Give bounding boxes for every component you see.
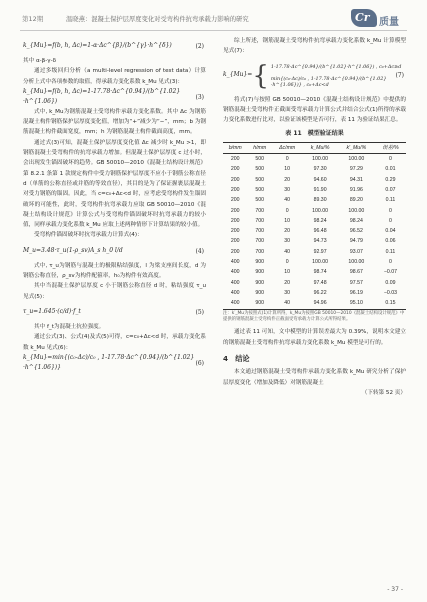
logo-brand: 质量 (379, 17, 399, 28)
equation-4-number: (4) (195, 247, 204, 255)
table-cell: 20 (284, 176, 291, 183)
table-cell: 0 (389, 207, 392, 214)
table-cell: −0.03 (383, 289, 398, 296)
table-row (223, 298, 406, 309)
equation-6 (23, 353, 206, 373)
table-row (223, 236, 406, 246)
table-cell: 40 (284, 197, 291, 204)
paragraph: 式中, τ_u为钢筋与混凝土的极限粘结强度，l 为梁支座间长度，d 为钢筋公称直径，ρ_sv为构件配箍率，h₀为构件有效高度。 (23, 262, 206, 280)
equation-5-number: (5) (195, 308, 204, 316)
continued-note: （下转第 52 页） (361, 389, 406, 396)
table-cell: 0 (285, 156, 289, 163)
table-cell: 94.96 (302, 298, 337, 309)
page-number: - 37 - (387, 586, 403, 593)
running-title: 温晓燕：混凝土保护层厚度变化对受弯构件抗弯承载力影响的研究 (66, 16, 249, 23)
table-header-cell: Δc/mm (272, 142, 303, 153)
table-cell: 0 (285, 207, 289, 214)
table-row (223, 185, 406, 195)
paragraph: 通过表 11 可知，文中模型的计算误差最大为 0.39%，说明本文建立的钢筋混凝土受弯构件抗弯承载力变化系数 k_Mu 模型是可行的。 (223, 329, 406, 346)
table-cell: 30 (284, 186, 291, 193)
logo-mark: Cr (355, 11, 370, 24)
table-cell: 400 (230, 289, 240, 296)
table-row (223, 216, 406, 226)
table-cell: 200 (230, 197, 240, 204)
table-cell: 96.52 (349, 228, 363, 235)
left-brace-icon: { (252, 60, 269, 91)
table-cell: 100.00 (312, 156, 329, 163)
table-cell: 900 (255, 289, 264, 296)
table-note: 注：k′_Mu为按照式(1)计算所得，k_Mu为按照GB 50010—2010《混凝土结构设计规范》中提供的钢筋混凝土受弯构件正截面受弯承载力计算公式所得结果。 (223, 310, 405, 322)
equation-2-body: k_{Mu}=f(b, h, Δc)=1-α·Δc^{β}/(b^{γ}·h^{δ}) (23, 41, 172, 49)
validation-table (223, 142, 406, 310)
table-cell: 400 (230, 279, 240, 286)
table-row (223, 288, 406, 298)
table-row (223, 247, 406, 257)
paragraph: 通过多级回归分析（a multi-level regression of test data）计算分析上式中各项参数的取值，得承载力变化系数 k_Mu 见式(3)： (23, 68, 206, 85)
table-row (223, 206, 406, 216)
table-cell: −0.07 (383, 269, 398, 276)
table-cell: 97.57 (349, 279, 363, 286)
table-header-cell: 误差/% (375, 142, 406, 153)
table-cell: 97.29 (349, 166, 363, 173)
equation-4 (23, 241, 206, 261)
table-cell: 500 (255, 197, 264, 204)
table-cell: 0.11 (385, 248, 396, 255)
page-header (0, 0, 427, 38)
table-cell: 97.48 (313, 279, 327, 286)
table-header-cell: b/mm (223, 142, 247, 153)
table-row (223, 164, 406, 174)
table-cell: 200 (230, 156, 240, 163)
table-cell: 96.19 (349, 289, 363, 296)
paragraph: 通过公式(3)、公式(4)及式(5)可得，c=c₀+Δc<d 时，承载力变化系数 k_Mu 见式(6)： (23, 334, 206, 351)
table-cell: 0.09 (385, 279, 396, 286)
table-cell: 900 (247, 298, 271, 309)
table-cell: 900 (255, 269, 264, 276)
table-cell: 200 (230, 207, 240, 214)
table-cell: 0 (389, 217, 392, 224)
table-cell: 700 (255, 238, 264, 245)
table-cell: 92.97 (313, 248, 327, 255)
equation-6-number: (6) (195, 359, 204, 367)
table-cell: 200 (230, 176, 240, 183)
table-row (223, 195, 406, 205)
table-cell: 93.07 (349, 248, 363, 255)
table-row (223, 257, 406, 267)
table-cell: 10 (284, 269, 291, 276)
table-row (223, 175, 406, 185)
table-cell: 0 (285, 259, 289, 266)
table-cell: 98.67 (349, 269, 363, 276)
table-cell: 200 (230, 248, 240, 255)
page-number-wrap (0, 586, 427, 593)
equation-3-number: (3) (195, 93, 204, 101)
paragraph: 通过式(3)可知，混凝土保护层厚度变化值 Δc 减少时 k_Mu >1，即钢筋混凝土受弯构件的抗弯承载力增加。但混凝土保护层厚度 c 过小时，会出现发生锚固破坏的趋势。GB 50010—2010《混凝土结构设计规范》第 8.2.1 条第 1 款规定构件中受力钢筋保护层厚度不应小于钢筋公称直径 d（单筋的公称直径或并筋的等效直径），其目的是为了保证握裹层混凝土对受力钢筋的锚固。因此，当 c=c₀+Δc<d 时，应考虑受弯构件发生锚固破坏的可能性，此时，受弯构件抗弯承载力应取 GB 50010—2010《混凝土结构设计规范》计算公式与受弯构件锚固破坏时抗弯承载力的较小值，同样承载力变化系数 k_Mu 应取上述两种情形下计算结果的较小值。 (23, 139, 206, 229)
table-cell: 700 (255, 217, 264, 224)
equation-7-case-2: min{(c₀-Δc)/c₀ , 1-17.78·Δc^{0.94}/(b^{1.02}·h^{1.06})} , c₀+Δc<d (270, 75, 387, 88)
table-cell: 95.10 (338, 298, 375, 309)
table-header-cell: h/mm (247, 142, 271, 153)
equation-5-body: τ_u=1.645·(c/d)·f_t (23, 307, 81, 315)
equation-5 (23, 302, 206, 322)
table-cell: 0.29 (385, 176, 396, 183)
table-cell: 30 (284, 238, 291, 245)
table-cell: 40 (284, 248, 291, 255)
table-cell: 100.00 (312, 207, 329, 214)
table-cell: 500 (255, 156, 264, 163)
paragraph: 受弯构件锚固破坏时抗弯承载力计算式(4)： (34, 232, 143, 239)
table-cell: 100.00 (348, 259, 365, 266)
table-cell: 200 (230, 217, 240, 224)
table-cell: 91.96 (349, 186, 363, 193)
left-column (23, 36, 206, 373)
table-cell: 500 (255, 176, 264, 183)
equation-3-body: k_{Mu}=f(b, h, Δc)=1-17.78·Δc^{0.94}/(b^{1.02}·h^{1.06}) (23, 87, 181, 105)
paragraph: 其中 f_t为混凝土抗拉强度。 (34, 323, 105, 330)
table-cell: 0.06 (385, 238, 396, 245)
table-cell: 94.31 (349, 176, 363, 183)
table-cell: 98.24 (349, 217, 363, 224)
table-cell: 400 (230, 259, 240, 266)
table-cell: 20 (284, 279, 291, 286)
equation-7 (223, 57, 406, 95)
table-cell: 98.74 (313, 269, 327, 276)
table-cell: 400 (223, 298, 247, 309)
table-cell: 700 (255, 207, 264, 214)
issue-label: 第12期 (22, 15, 44, 23)
table-header-cell: k′_Mu/% (338, 142, 375, 153)
table-cell: 10 (284, 217, 291, 224)
table-cell: 900 (255, 279, 264, 286)
table-cell: 200 (230, 166, 240, 173)
table-header-row (223, 142, 406, 153)
paragraph: 综上所述，钢筋混凝土受弯构件抗弯承载力变化系数 k_Mu 计算模型见式(7)： (223, 38, 406, 55)
table-title: 表 11 模型验证结果 (285, 130, 344, 138)
table-row (223, 226, 406, 236)
table-cell: 96.22 (313, 289, 327, 296)
table-cell: 100.00 (348, 156, 365, 163)
paragraph: 本文通过钢筋混凝土受弯构件承载力变化系数 k_Mu 研究分析了保护层厚度变化（增加及降低）对钢筋混凝土 (223, 369, 406, 386)
equation-3 (23, 87, 206, 107)
table-cell: 100.00 (348, 207, 365, 214)
table-cell: 0 (389, 259, 392, 266)
equation-7-lhs: k_{Mu}= (223, 71, 253, 79)
equation-2 (23, 36, 206, 56)
table-cell: 98.24 (313, 217, 327, 224)
equation-2-number: (2) (195, 43, 204, 50)
table-cell: 40 (272, 298, 303, 309)
paragraph: 式中, k_Mu为钢筋混凝土受弯构件承载力变化系数。其中 Δc 为钢筋混凝土构件钢筋保护层厚度变化值，增加为“+”减少为“−”，mm；b 为钢筋混凝土构件截面宽度，mm；h 为钢筋混凝土构件截面高度，mm。 (23, 108, 206, 136)
table-cell: 700 (255, 248, 264, 255)
table-cell: 94.79 (349, 238, 363, 245)
table-cell: 94.60 (313, 176, 327, 183)
table-cell: 10 (284, 166, 291, 173)
table-cell: 94.73 (313, 238, 327, 245)
table-cell: 0.15 (375, 298, 406, 309)
table-cell: 200 (230, 238, 240, 245)
table-cell: 500 (255, 166, 264, 173)
table-cell: 0.07 (385, 186, 396, 193)
right-column (223, 36, 406, 398)
table-cell: 0.04 (385, 228, 396, 235)
table-cell: 100.00 (312, 259, 329, 266)
table-cell: 96.48 (313, 228, 327, 235)
table-cell: 900 (255, 259, 264, 266)
equation-6-body: k_{Mu}=min{(c₀-Δc)/c₀ , 1-17.78·Δc^{0.94}/(b^{1.02}·h^{1.06})} (23, 353, 195, 371)
journal-logo (351, 6, 409, 30)
table-cell: 0.01 (385, 166, 396, 173)
table-cell: 20 (284, 228, 291, 235)
table-row (223, 154, 406, 165)
table-cell: 200 (230, 228, 240, 235)
section-heading: 4 结论 (223, 353, 250, 363)
table-row (223, 278, 406, 288)
table-cell: 89.30 (313, 197, 327, 204)
table-cell: 97.30 (313, 166, 327, 173)
table-cell: 0.11 (385, 197, 396, 204)
paragraph: 将式(7)与按照 GB 50010—2010《混凝土结构设计规范》中提供的钢筋混凝土受弯构件正截面受弯承载力计算公式并结合公式(1)所得的承载力变化系数进行比对，以验证该模型是否可行，表 11 为验证结果汇总。 (223, 96, 406, 124)
table-cell: 30 (284, 289, 291, 296)
paragraph: 其中 α-β-γ-δ (23, 58, 57, 64)
table-cell: 200 (230, 186, 240, 193)
table-cell: 89.20 (349, 197, 363, 204)
table-header-cell: k_Mu/% (302, 142, 337, 153)
table-body (223, 154, 406, 309)
equation-4-body: M_u=3.48·τ_u(1-ρ_sv)A_s h_0 l/d (23, 246, 123, 254)
table-cell: 400 (230, 269, 240, 276)
header-rule (20, 30, 407, 31)
table-cell: 500 (255, 186, 264, 193)
equation-7-number: (7) (395, 71, 404, 79)
equation-7-case-1: 1-17.78·Δc^{0.94}/(b^{1.02}·h^{1.06}) , c₀+Δc≥d (270, 63, 402, 70)
table-cell: 700 (255, 228, 264, 235)
equation-7-cases (252, 60, 406, 91)
table-cell: 0 (389, 156, 392, 163)
paragraph: 其中当混凝土保护层厚度 c 小于钢筋公称直径 d 时，粘结强度 τ_u 见式(5)： (23, 283, 206, 300)
table-cell: 91.90 (313, 186, 327, 193)
table-row (223, 267, 406, 277)
